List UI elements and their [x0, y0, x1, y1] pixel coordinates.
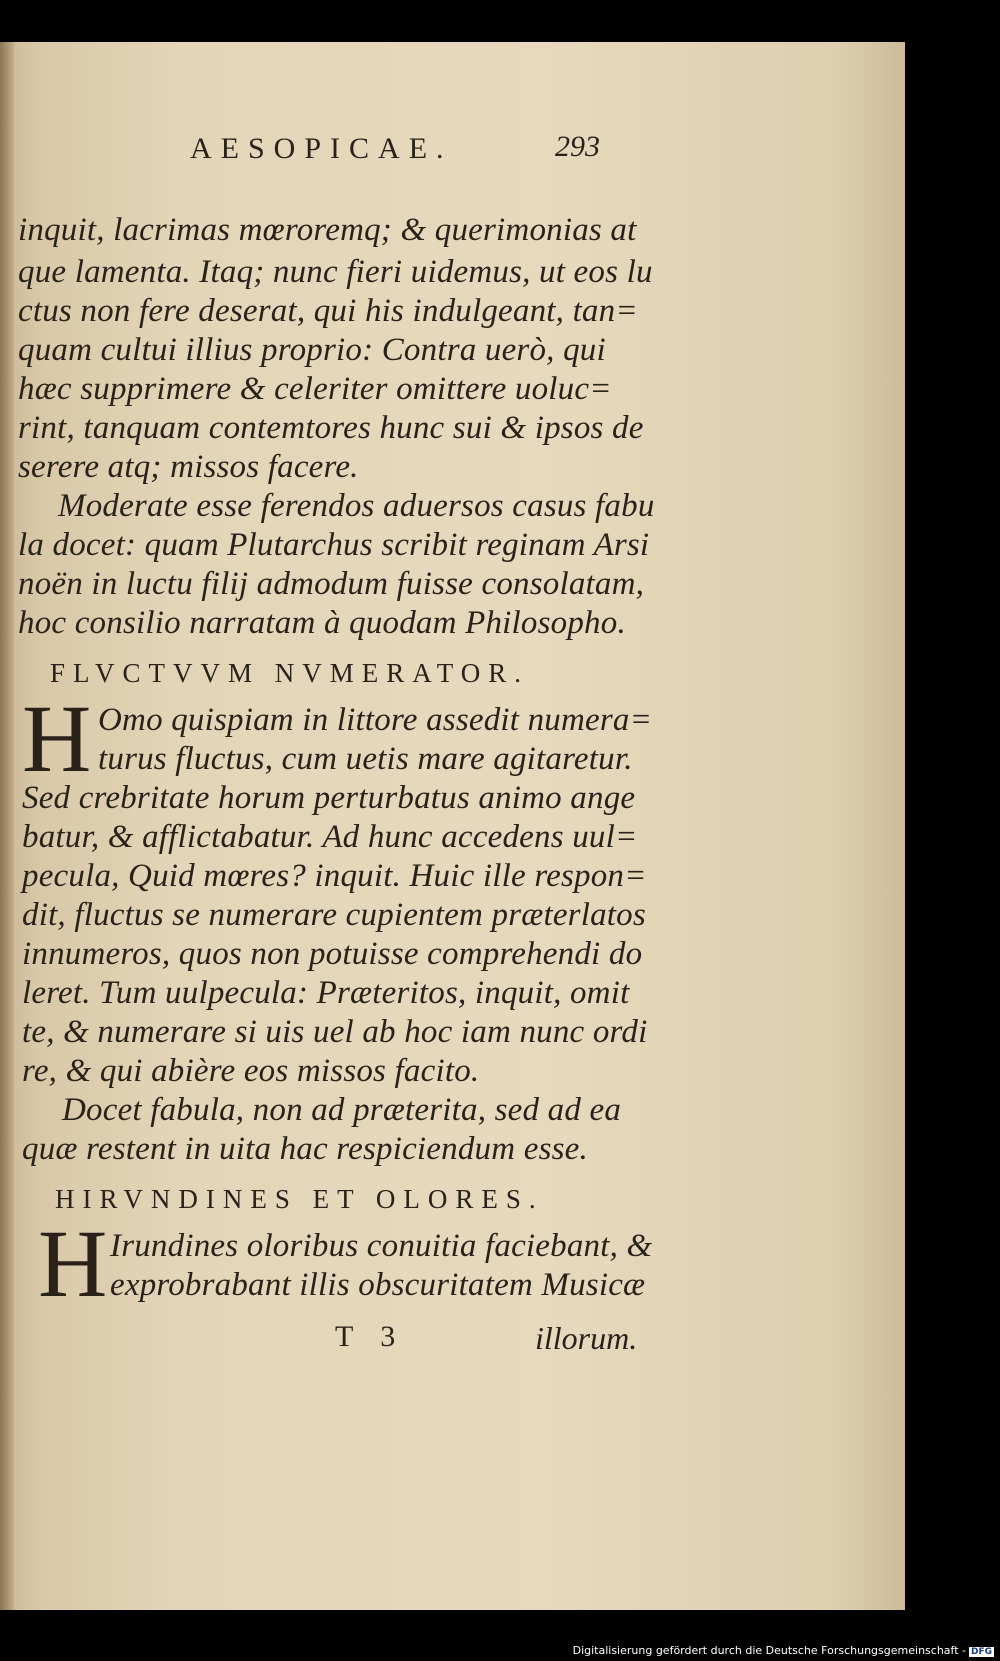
text-line: exprobrabant illis obscuritatem Musicæ	[110, 1267, 646, 1303]
moral-line: la docet: quam Plutarchus scribit reginam Arsi	[18, 527, 650, 563]
drop-cap: H	[38, 1210, 108, 1317]
page-number: 293	[555, 130, 600, 163]
drop-cap: H	[22, 685, 92, 792]
moral-line: Docet fabula, non ad præterita, sed ad ea	[62, 1092, 622, 1128]
text-line: serere atq; missos facere.	[18, 449, 359, 485]
text-line: dit, fluctus se numerare cupientem præterlatos	[22, 897, 646, 933]
text-line: pecula, Quid mœres? inquit. Huic ille respon=	[22, 858, 647, 894]
credit-text: Digitalisierung gefördert durch die Deutsche Forschungsgemeinschaft -	[572, 1644, 966, 1657]
signature-mark: T 3	[335, 1320, 406, 1353]
catchword: illorum.	[535, 1320, 638, 1356]
text-line: rint, tanquam contemtores hunc sui & ipsos de	[18, 410, 644, 446]
moral-line: hoc consilio narratam à quodam Philosopho.	[18, 605, 626, 641]
text-line: inquit, lacrimas mœroremq; & querimonias at	[18, 212, 637, 248]
running-head: AESOPICAE.	[190, 132, 453, 165]
text-line: Sed crebritate horum perturbatus animo ange	[22, 780, 636, 816]
book-page	[0, 42, 905, 1610]
fable-title: FLVCTVVM NVMERATOR.	[50, 658, 530, 688]
dfg-logo: DFG	[970, 1647, 992, 1657]
moral-line: noën in luctu filij admodum fuisse consolatam,	[18, 566, 645, 602]
text-line: quam cultui illius proprio: Contra uerò, qui	[18, 332, 606, 368]
text-line: leret. Tum uulpecula: Præteritos, inquit, omit	[22, 975, 630, 1011]
text-line: innumeros, quos non potuisse comprehendi do	[22, 936, 643, 972]
text-line: Irundines oloribus conuitia faciebant, &	[110, 1228, 653, 1264]
text-line: ctus non fere deserat, qui his indulgeant, tan=	[18, 293, 638, 329]
text-line: Omo quispiam in littore assedit numera=	[98, 702, 653, 738]
moral-line: quæ restent in uita hac respiciendum esse.	[22, 1131, 588, 1167]
page-header	[190, 132, 600, 172]
text-line: batur, & afflictabatur. Ad hunc accedens uul=	[22, 819, 638, 855]
text-line: hæc supprimere & celeriter omittere uoluc=	[18, 371, 612, 407]
text-line: re, & qui abière eos missos facito.	[22, 1053, 480, 1089]
text-line: te, & numerare si uis uel ab hoc iam nunc ordi	[22, 1014, 648, 1050]
digitization-credit	[573, 1644, 994, 1657]
text-line: que lamenta. Itaq; nunc fieri uidemus, ut eos lu	[18, 254, 653, 290]
text-line: turus fluctus, cum uetis mare agitaretur.	[98, 741, 633, 777]
fable-title: HIRVNDINES ET OLORES.	[55, 1184, 544, 1214]
moral-line: Moderate esse ferendos aduersos casus fabu	[58, 488, 655, 524]
